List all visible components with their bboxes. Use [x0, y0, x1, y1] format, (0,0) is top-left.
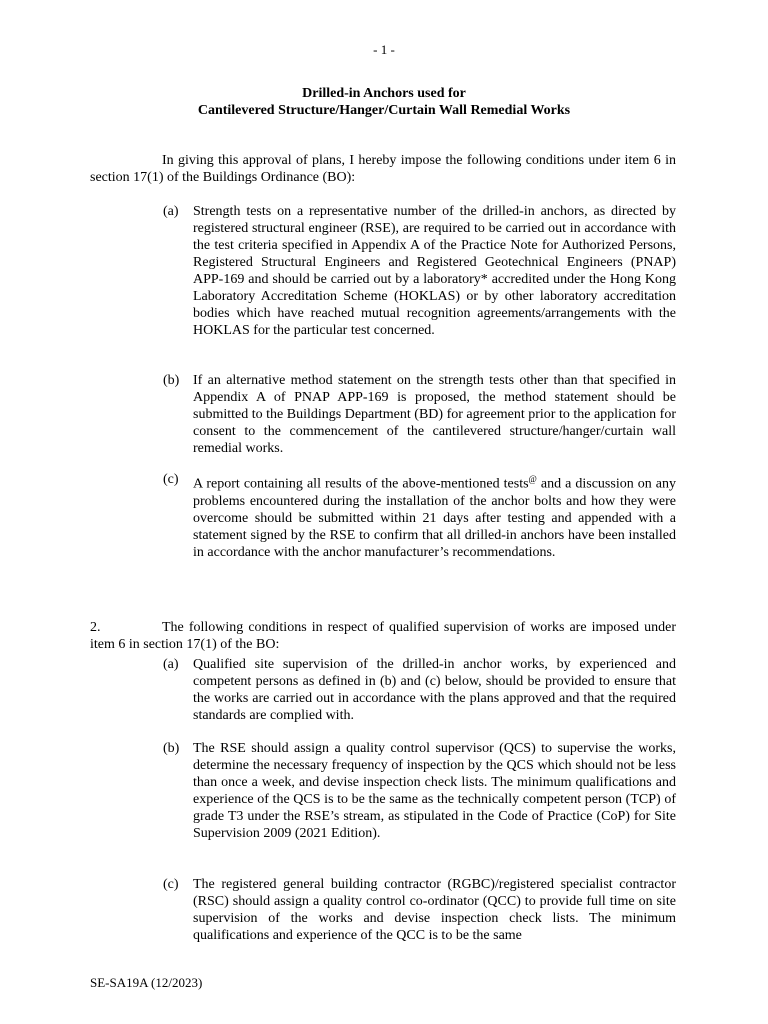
form-reference-footer: SE-SA19A (12/2023) — [90, 975, 203, 990]
condition-label: (c) — [163, 472, 179, 487]
condition-label: (c) — [163, 877, 179, 892]
intro-paragraph: In giving this approval of plans, I hereby impose the following conditions under item 6 in section 17(1) of the Buildings Ordinance (BO): — [90, 153, 676, 185]
condition-text-part: A report containing all results of the above-mentioned tests — [193, 476, 529, 492]
condition-label: (a) — [163, 204, 179, 219]
condition-label: (a) — [163, 657, 179, 672]
condition-label: (b) — [163, 373, 180, 388]
condition-text: The registered general building contractor (RGBC)/registered specialist contractor (RSC) should assign a quality control co-ordinator (QCC) to provide full time on site supervision of the works and devise inspection check lists. The minimum qualifications and experience of the QCC is to be the same — [193, 877, 676, 943]
page-number: - 1 - — [373, 42, 395, 57]
section-2-text: The following conditions in respect of qualified supervision of works are imposed under item 6 in section 17(1) of the BO: — [90, 620, 676, 652]
condition-label: (b) — [163, 741, 180, 756]
section-2-paragraph — [90, 619, 676, 653]
condition-text: If an alternative method statement on the strength tests other than that specified in Appendix A of PNAP APP-169 is proposed, the method statement should be submitted to the Buildings Department (BD) for agreement prior to the application for consent to the commencement of the cantilevered structure/hanger/curtain wall remedial works. — [193, 373, 676, 456]
document-title — [0, 86, 768, 119]
condition-text: Qualified site supervision of the drilled-in anchor works, by experienced and competent persons as defined in (b) and (c) below, should be provided to ensure that the works are carried out in accordance with the plans approved and that the required standards are complied with. — [193, 657, 676, 723]
section-number: 2. — [90, 620, 101, 635]
title-line-1: Drilled-in Anchors used for — [302, 86, 466, 101]
condition-text-part: and a discussion on any problems encountered during the installation of the anchor bolts and how they were overcome should be submitted within 21 days after testing and appended with a statement signed by the RSE to confirm that all drilled-in anchors have been installed in accordance with the anchor manufacturer’s recommendations. — [193, 476, 677, 560]
at-superscript: @ — [528, 474, 537, 484]
condition-text — [193, 471, 676, 561]
title-line-2: Cantilevered Structure/Hanger/Curtain Wall Remedial Works — [197, 102, 571, 118]
condition-text: Strength tests on a representative number of the drilled-in anchors, as directed by registered structural engineer (RSE), are required to be carried out in accordance with the test criteria specified in Appendix A of the Practice Note for Authorized Persons, Registered Structural Engineers and Registered Geotechnical Engineers (PNAP) APP-169 and should be carried out by a laboratory* accredited under the Hong Kong Laboratory Accreditation Scheme (HOKLAS) or by other laboratory accreditation bodies which have reached mutual recognition agreements/arrangements with the HOKLAS for the particular test concerned. — [193, 204, 676, 338]
condition-text: The RSE should assign a quality control supervisor (QCS) to supervise the works, determine the necessary frequency of inspection by the QCS which should not be less than once a week, and devise inspection check lists. The minimum qualifications and experience of the QCS is to be the same as the technically competent person (TCP) of grade T3 under the RSE’s stream, as stipulated in the Code of Practice (CoP) for Site Supervision 2009 (2021 Edition). — [193, 741, 676, 841]
